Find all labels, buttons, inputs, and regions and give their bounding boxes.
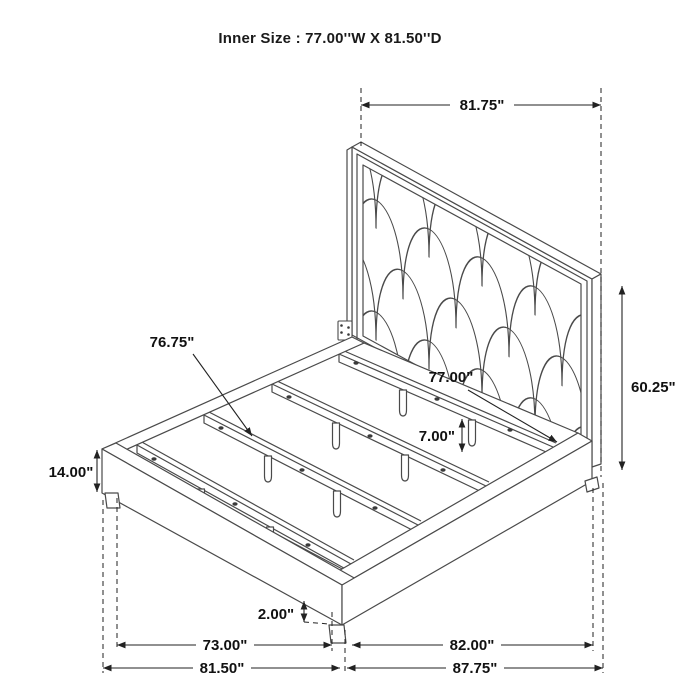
inner-size-title: Inner Size : 77.00''W X 81.50''D bbox=[218, 30, 442, 47]
dim-slat-length-label: 76.75" bbox=[149, 334, 195, 351]
dim-bottom-right-inner-label: 82.00" bbox=[449, 637, 495, 654]
dim-bottom-left-outer-label: 81.50" bbox=[199, 660, 245, 677]
dim-bottom-right-outer-label: 87.75" bbox=[452, 660, 498, 677]
dim-headboard-height-label: 60.25" bbox=[631, 379, 676, 396]
dim-bottom-left-inner-label: 73.00" bbox=[202, 637, 248, 654]
dim-leg-height-label: 7.00" bbox=[418, 428, 455, 445]
dim-inner-width-label: 77.00" bbox=[428, 369, 474, 386]
dim-rail-height-label: 14.00" bbox=[48, 464, 94, 481]
dim-overall-width-label: 81.75" bbox=[459, 97, 505, 114]
headboard-side-edge bbox=[592, 274, 601, 467]
left-foot bbox=[105, 493, 120, 508]
headboard-left-edge bbox=[347, 147, 352, 338]
mounting-bracket bbox=[338, 321, 352, 340]
dim-foot-height-label: 2.00" bbox=[257, 606, 295, 623]
